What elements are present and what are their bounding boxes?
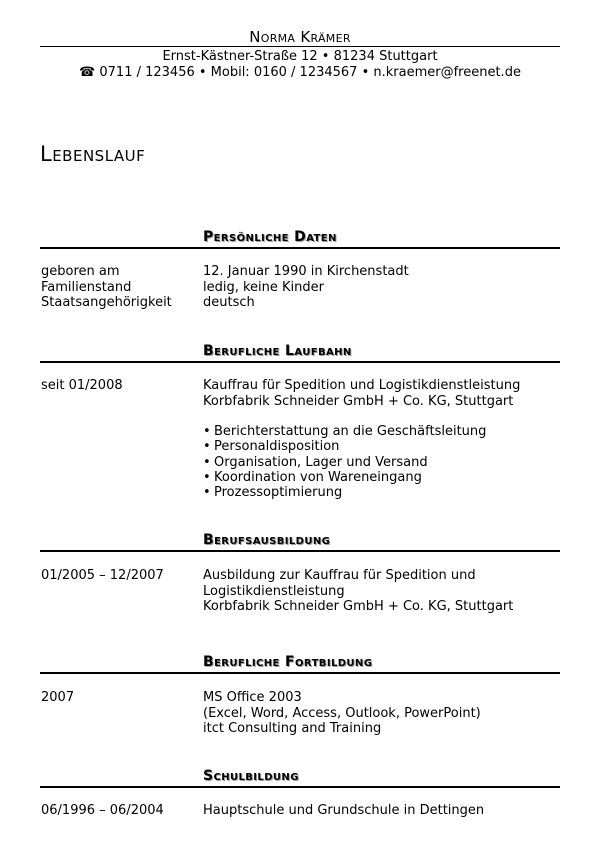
list-item: • Organisation, Lager und Versand (203, 454, 428, 470)
applicant-address: Ernst-Kästner-Straße 12 • 81234 Stuttgart (162, 49, 438, 64)
training-employer: Korbfabrik Schneider GmbH + Co. KG, Stuttgart (203, 599, 514, 614)
section-heading-training: Berufsausbildung (203, 532, 331, 548)
applicant-contact: 0711 / 123456 • Mobil: 0160 / 1234567 • n.kraemer@freenet.de (99, 65, 521, 80)
school-name: Hauptschule und Grundschule in Dettingen (203, 803, 485, 818)
career-position: Kauffrau für Spedition und Logistikdienstleistung (203, 378, 521, 393)
section-divider-personal (40, 247, 560, 249)
school-date: 06/1996 – 06/2004 (41, 803, 164, 818)
list-item: • Koordination von Wareneingang (203, 469, 422, 485)
training-line: Logistikdienstleistung (203, 583, 345, 599)
career-employer: Korbfabrik Schneider GmbH + Co. KG, Stuttgart (203, 393, 514, 409)
list-item: • Prozessoptimierung (203, 485, 343, 501)
career-date: seit 01/2008 (41, 378, 123, 393)
further-training-provider: itct Consulting and Training (203, 721, 382, 736)
list-item: • Berichterstattung an die Geschäftsleitung (203, 424, 487, 439)
section-divider-school (40, 786, 560, 788)
section-divider-career (40, 361, 560, 363)
further-training-topics: (Excel, Word, Access, Outlook, PowerPoint) (203, 705, 481, 721)
phone-icon: ☎ (79, 65, 96, 80)
applicant-name: Norma Krämer (249, 28, 351, 46)
further-training-details (203, 690, 481, 737)
label-birth: geboren am (41, 264, 120, 279)
section-divider-training (40, 550, 560, 552)
section-heading-further-training: Berufliche Fortbildung (203, 654, 373, 670)
school-details (203, 803, 484, 819)
list-item: • Personaldisposition (203, 439, 340, 455)
personal-values (203, 264, 409, 311)
header-divider (40, 46, 560, 47)
label-nationality: Staatsangehörigkeit (41, 295, 172, 310)
career-tasks (203, 424, 486, 500)
career-details (203, 378, 520, 409)
document-title: Lebenslauf (40, 142, 146, 166)
applicant-contact-line (0, 65, 600, 80)
training-details (203, 568, 513, 615)
training-date: 01/2005 – 12/2007 (41, 568, 164, 583)
value-birth: 12. Januar 1990 in Kirchenstadt (203, 264, 409, 279)
section-heading-school: Schulbildung (203, 768, 299, 784)
personal-labels (41, 264, 172, 311)
section-divider-further-training (40, 672, 560, 674)
label-marital-status: Familienstand (41, 279, 132, 295)
training-line: Ausbildung zur Kauffrau für Spedition und (203, 568, 476, 583)
section-heading-career: Berufliche Laufbahn (203, 343, 352, 359)
section-heading-personal: Persönliche Daten (203, 229, 337, 245)
value-marital-status: ledig, keine Kinder (203, 279, 325, 295)
further-training-course: MS Office 2003 (203, 690, 302, 705)
further-training-date: 2007 (41, 690, 75, 705)
value-nationality: deutsch (203, 295, 255, 310)
